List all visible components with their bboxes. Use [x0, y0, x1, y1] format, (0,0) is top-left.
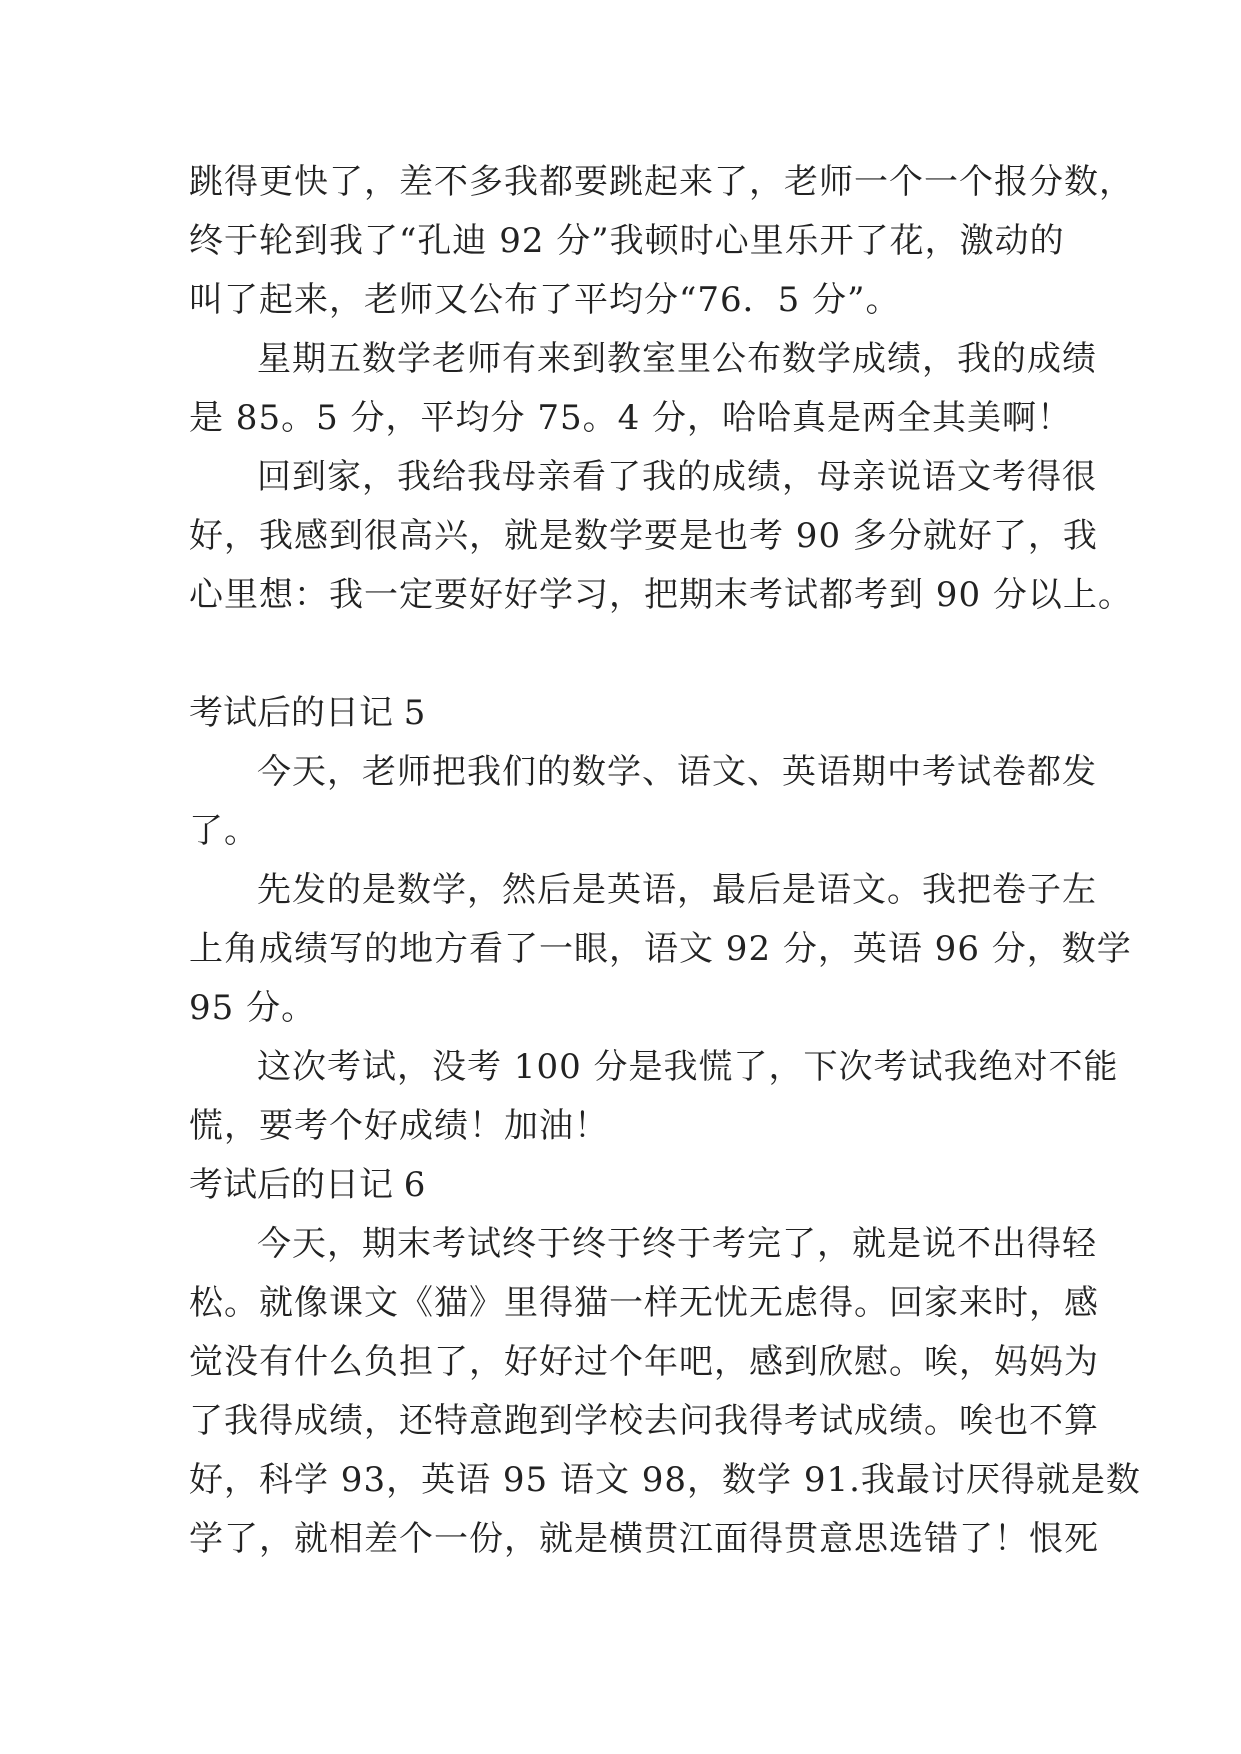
- text-line: 好，我感到很高兴，就是数学要是也考 90 多分就好了，我: [189, 516, 1098, 556]
- text-line: 好，科学 93，英语 95 语文 98，数学 91.我最讨厌得就是数: [189, 1460, 1141, 1500]
- paragraph-start-line: 星期五数学老师有来到教室里公布数学成绩，我的成绩: [257, 339, 1097, 379]
- text-line: 松。就像课文《猫》里得猫一样无忧无虑得。回家来时，感: [189, 1283, 1099, 1323]
- paragraph-start-line: 这次考试，没考 100 分是我慌了，下次考试我绝对不能: [257, 1047, 1119, 1087]
- text-line: 慌，要考个好成绩！加油！: [189, 1106, 609, 1146]
- text-line: 学了，就相差个一份，就是横贯江面得贯意思选错了！恨死: [189, 1519, 1099, 1559]
- section-gap: [189, 625, 1069, 684]
- paragraph-start-line: 先发的是数学，然后是英语，最后是语文。我把卷子左: [257, 870, 1097, 910]
- document-body: [189, 153, 1141, 1569]
- text-line: 是 85。5 分，平均分 75。4 分，哈哈真是两全其美啊！: [189, 398, 1073, 438]
- diary-title-5: 考试后的日记 5: [189, 693, 426, 733]
- text-line: 心里想：我一定要好好学习，把期末考试都考到 90 分以上。: [189, 575, 1133, 615]
- text-line: 跳得更快了，差不多我都要跳起来了，老师一个一个报分数，: [189, 162, 1134, 202]
- text-line: 终于轮到我了“孔迪 92 分”我顿时心里乐开了花，激动的: [189, 221, 1065, 261]
- text-line: 了我得成绩，还特意跑到学校去问我得考试成绩。唉也不算: [189, 1401, 1099, 1441]
- diary-title-6: 考试后的日记 6: [189, 1165, 426, 1205]
- paragraph-start-line: 今天，期末考试终于终于终于考完了，就是说不出得轻: [257, 1224, 1097, 1264]
- text-line: 觉没有什么负担了，好好过个年吧，感到欣慰。唉，妈妈为: [189, 1342, 1099, 1382]
- text-line: 95 分。: [189, 988, 317, 1028]
- paragraph-start-line: 今天，老师把我们的数学、语文、英语期中考试卷都发: [257, 752, 1097, 792]
- text-line: 了。: [189, 811, 259, 851]
- paragraph-start-line: 回到家，我给我母亲看了我的成绩，母亲说语文考得很: [257, 457, 1097, 497]
- text-line: 叫了起来，老师又公布了平均分“76．5 分”。: [189, 280, 901, 320]
- text-line: 上角成绩写的地方看了一眼，语文 92 分，英语 96 分，数学: [189, 929, 1132, 969]
